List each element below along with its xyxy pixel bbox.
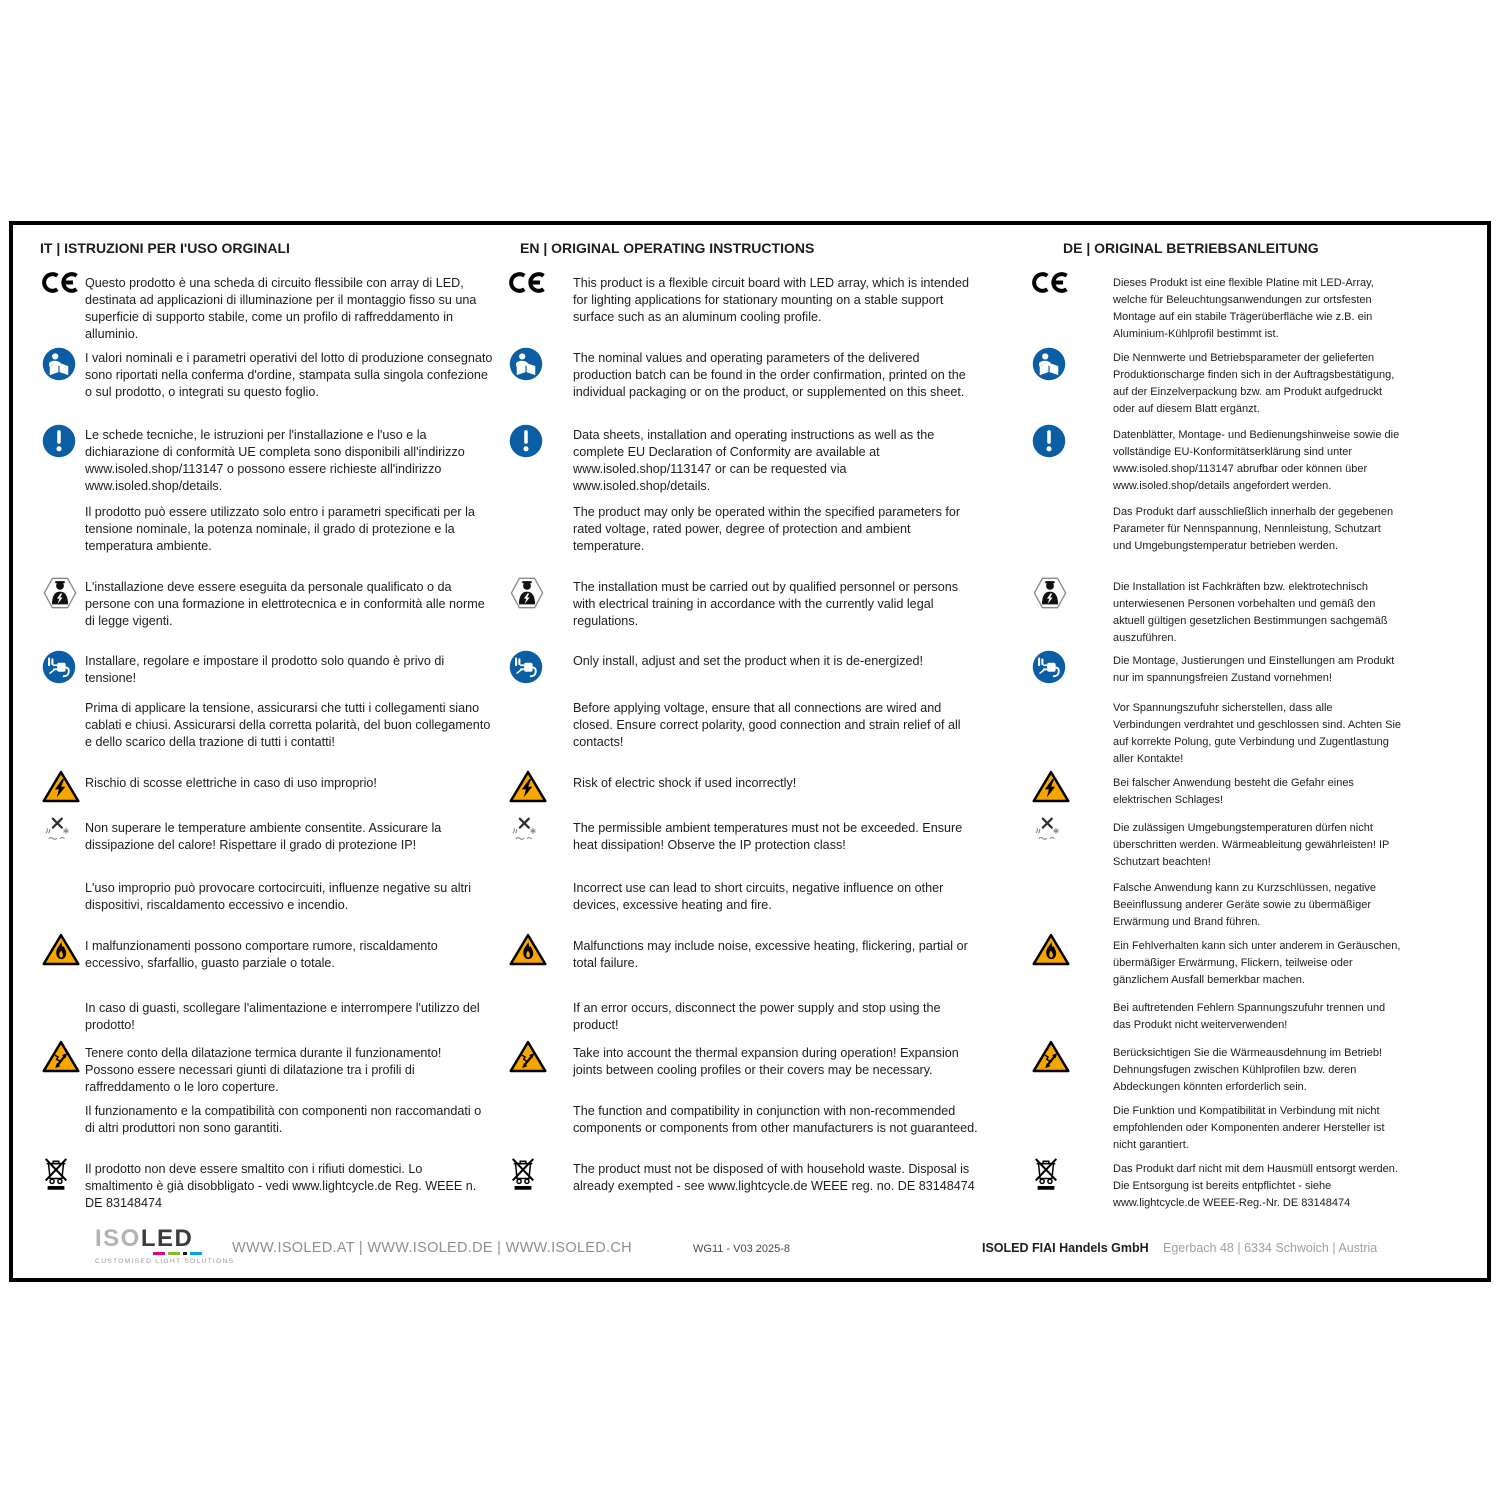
document-version-code: WG11 - V03 2025-8	[693, 1243, 791, 1255]
isoled-logo-wordmark	[95, 1227, 234, 1251]
column-header-de: DE | ORIGINAL BETRIEBSANLEITUNG	[1063, 240, 1319, 256]
paragraph-it: Il prodotto può essere utilizzato solo entro i parametri specificati per la tensione nominale, la potenza nominale, il grado di protezione e la temperatura ambiente.	[85, 505, 475, 553]
electric-shock-warning-icon	[42, 770, 80, 804]
paragraph-de: Bei falscher Anwendung besteht die Gefahr eines elektrischen Schlages!	[1113, 777, 1354, 806]
paragraph-it: I malfunzionamenti possono comportare rumore, riscaldamento eccessivo, sfarfallio, guasto parziale o totale.	[85, 939, 438, 970]
paragraph-de: Vor Spannungszufuhr sicherstellen, dass alle Verbindungen verdrahtet und geschlossen sind. Achten Sie auf korrekte Polung, gute Verbindung und Zugentlastung aller Kontakte!	[1113, 702, 1402, 765]
paragraph-en: The nominal values and operating parameters of the delivered production batch can be found in the order confirmation, printed on the individual packaging or on the product, or supplemented on this sheet.	[573, 351, 966, 399]
qualified-electrician-icon	[42, 575, 78, 611]
paragraph-de: Die Installation ist Fachkräften bzw. elektrotechnisch unterwiesenen Personen vorbehalten und gemäß den aktuell gültigen gesetzlichen Bestimmungen sachgemäß auszuführen.	[1113, 581, 1388, 644]
paragraph-de: Die zulässigen Umgebungstemperaturen dürfen nicht überschritten werden. Wärmeableitung gewährleisten! IP Schutzart beachten!	[1113, 822, 1390, 868]
paragraph-en: The permissible ambient temperatures must not be exceeded. Ensure heat dissipation! Observe the IP protection class!	[573, 821, 963, 852]
column-header-it: IT | ISTRUZIONI PER I'USO ORGINALI	[40, 240, 290, 256]
paragraph-it: Il prodotto non deve essere smaltito con i rifiuti domestici. Lo smaltimento è già disobbligato - vedi www.lightcycle.de Reg. WEEE n. DE 83148474	[85, 1162, 477, 1210]
company-name: ISOLED FIAI Handels GmbH	[982, 1241, 1149, 1255]
weee-disposal-icon	[509, 1152, 537, 1192]
read-instructions-icon	[509, 347, 543, 381]
fire-warning-icon	[1032, 933, 1070, 967]
isoled-logo	[95, 1227, 234, 1265]
logo-iso-text: ISO	[95, 1225, 141, 1252]
paragraph-it: Rischio di scosse elettriche in caso di uso improprio!	[85, 776, 377, 790]
paragraph-de: Das Produkt darf ausschließlich innerhalb der gegebenen Parameter für Nennspannung, Nennleistung, Schutzart und Umgebungstemperatur betrieben werden.	[1113, 506, 1394, 552]
disconnect-power-icon	[1032, 650, 1066, 684]
mandatory-attention-icon	[42, 424, 76, 458]
logo-color-bars	[153, 1252, 234, 1255]
paragraph-en: Before applying voltage, ensure that all connections are wired and closed. Ensure correct polarity, good connection and strain relief of all contacts!	[573, 701, 961, 749]
paragraph-en: The installation must be carried out by qualified personnel or persons with electrical training in accordance with the currently valid legal regulations.	[573, 580, 959, 628]
paragraph-de: Datenblätter, Montage- und Bedienungshinweise sowie die vollständige EU-Konformitätserklärung sind unter www.isoled.shop/113147 abrufbar oder können über www.isoled.shop/details angefordert werden.	[1113, 429, 1400, 492]
paragraph-it: Le schede tecniche, le istruzioni per l'installazione e l'uso e la dichiarazione di conformità UE completa sono disponibili all'indirizzo www.isoled.shop/113147 o possono essere richieste all'indirizzo www.isoled.shop/details.	[85, 428, 465, 493]
weee-disposal-icon	[42, 1152, 70, 1192]
paragraph-de: Falsche Anwendung kann zu Kurzschlüssen, negative Beeinflussung anderer Geräte sowie zu übermäßiger Erwärmung und Brand führen.	[1113, 882, 1376, 928]
footer-websites: WWW.ISOLED.AT | WWW.ISOLED.DE | WWW.ISOLED.CH	[232, 1240, 632, 1256]
qualified-electrician-icon	[509, 575, 545, 611]
thermal-expansion-warning-icon	[42, 1040, 80, 1074]
electric-shock-warning-icon	[509, 770, 547, 804]
weee-disposal-icon	[1032, 1152, 1060, 1192]
paragraph-en: Malfunctions may include noise, excessive heating, flickering, partial or total failure.	[573, 939, 968, 970]
thermal-expansion-warning-icon	[1032, 1040, 1070, 1074]
company-address: Egerbach 48 | 6334 Schwoich | Austria	[1163, 1241, 1378, 1255]
paragraph-en: Incorrect use can lead to short circuits, negative influence on other devices, excessive heating and fire.	[573, 881, 944, 912]
paragraph-en: Take into account the thermal expansion during operation! Expansion joints between cooling profiles or their covers may be necessary.	[573, 1046, 959, 1077]
read-instructions-icon	[1032, 347, 1066, 381]
qualified-electrician-icon	[1032, 575, 1068, 611]
paragraph-it: In caso di guasti, scollegare l'alimentazione e interrompere l'utilizzo del prodotto!	[85, 1001, 480, 1032]
ambient-temperature-icon	[42, 816, 74, 843]
paragraph-de: Ein Fehlverhalten kann sich unter anderem in Geräuschen, übermäßiger Erwärmung, Flickern, teilweise oder gänzlichem Ausfall bemerkbar machen.	[1113, 940, 1401, 986]
electric-shock-warning-icon	[1032, 770, 1070, 804]
paragraph-it: Tenere conto della dilatazione termica durante il funzionamento! Possono essere necessari giunti di dilatazione tra i profili di raffreddamento o le loro coperture.	[85, 1046, 442, 1094]
paragraph-en: This product is a flexible circuit board with LED array, which is intended for lighting applications for stationary mounting on a stable support surface such as an aluminum cooling profile.	[573, 276, 969, 324]
fire-warning-icon	[42, 933, 80, 967]
paragraph-it: Installare, regolare e impostare il prodotto solo quando è privo di tensione!	[85, 654, 445, 685]
paragraph-it: Prima di applicare la tensione, assicurarsi che tutti i collegamenti siano cablati e chiusi. Assicurarsi della corretta polarità, del buon collegamento e dello scarico della trazione di tutti i contatti!	[85, 701, 491, 749]
paragraph-en: The function and compatibility in conjunction with non-recommended components or components from other manufacturers is not guaranteed.	[573, 1104, 978, 1135]
thermal-expansion-warning-icon	[509, 1040, 547, 1074]
mandatory-attention-icon	[509, 424, 543, 458]
paragraph-de: Die Nennwerte und Betriebsparameter der gelieferten Produktionscharge finden sich in der Auftragsbestätigung, auf der Einzelverpackung bzw. am Produkt aufgedruckt oder auf diesem Blatt ergänzt.	[1113, 352, 1395, 415]
paragraph-it: L'uso improprio può provocare cortocircuiti, influenze negative su altri dispositivi, riscaldamento eccessivo e incendio.	[85, 881, 472, 912]
logo-tagline: CUSTOMISED LIGHT SOLUTIONS	[95, 1258, 235, 1265]
paragraph-it: Non superare le temperature ambiente consentite. Assicurare la dissipazione del calore! Rispettare il grado di protezione IP!	[85, 821, 442, 852]
paragraph-it: I valori nominali e i parametri operativi del lotto di produzione consegnato sono riportati nella conferma d'ordine, stampata sulla singola confezione o sul prodotto, o integrati su questo foglio.	[85, 351, 493, 399]
paragraph-de: Dieses Produkt ist eine flexible Platine mit LED-Array, welche für Beleuchtungsanwendungen zur ortsfesten Montage auf ein stabile Trägerüberfläche wie z.B. ein Aluminium-Kühlprofil bestimmt ist.	[1113, 277, 1374, 340]
logo-led-text: LED	[140, 1225, 194, 1252]
paragraph-de: Die Montage, Justierungen und Einstellungen am Produkt nur im spannungsfreien Zustand vornehmen!	[1113, 655, 1395, 684]
paragraph-en: Risk of electric shock if used incorrectly!	[573, 776, 797, 790]
disconnect-power-icon	[509, 650, 543, 684]
paragraph-de: Die Funktion und Kompatibilität in Verbindung mit nicht empfohlenden oder Komponenten anderer Hersteller ist nicht garantiert.	[1113, 1105, 1385, 1151]
ambient-temperature-icon	[1032, 816, 1064, 843]
disconnect-power-icon	[42, 650, 76, 684]
ce-mark-icon	[1032, 272, 1072, 293]
paragraph-en: Data sheets, installation and operating instructions as well as the complete EU Declaration of Conformity are available at www.isoled.shop/113147 or can be requested via www.isoled.shop/details.	[573, 428, 935, 493]
paragraph-it: Questo prodotto è una scheda di circuito flessibile con array di LED, destinata ad applicazioni di illuminazione per il montaggio fisso su una superficie di supporto stabile, come un profilo di raffreddamento in alluminio.	[85, 276, 477, 341]
paragraph-de: Berücksichtigen Sie die Wärmeausdehnung im Betrieb! Dehnungsfugen zwischen Kühlprofilen bzw. deren Abdeckungen könnten erforderlich sein.	[1113, 1047, 1383, 1093]
column-header-en: EN | ORIGINAL OPERATING INSTRUCTIONS	[520, 240, 815, 256]
ce-mark-icon	[509, 272, 549, 293]
paragraph-it: Il funzionamento e la compatibilità con componenti non raccomandati o di altri produttori non sono garantiti.	[85, 1104, 482, 1135]
paragraph-en: The product may only be operated within the specified parameters for rated voltage, rated power, degree of protection and ambient temperature.	[573, 505, 961, 553]
mandatory-attention-icon	[1032, 424, 1066, 458]
paragraph-de: Das Produkt darf nicht mit dem Hausmüll entsorgt werden. Die Entsorgung ist bereits entpflichtet - siehe www.lightcycle.de WEEE-Reg.-Nr. DE 83148474	[1113, 1163, 1398, 1209]
paragraph-en: The product must not be disposed of with household waste. Disposal is already exempted - see www.lightcycle.de WEEE reg. no. DE 83148474	[573, 1162, 975, 1193]
paragraph-en: Only install, adjust and set the product when it is de-energized!	[573, 654, 924, 668]
paragraph-it: L'installazione deve essere eseguita da personale qualificato o da persone con una formazione in elettrotecnica e in conformità alle norme di legge vigenti.	[85, 580, 485, 628]
ce-mark-icon	[42, 272, 82, 293]
paragraph-de: Bei auftretenden Fehlern Spannungszufuhr trennen und das Produkt nicht weiterverwenden!	[1113, 1002, 1386, 1031]
read-instructions-icon	[42, 347, 76, 381]
ambient-temperature-icon	[509, 816, 541, 843]
paragraph-en: If an error occurs, disconnect the power supply and stop using the product!	[573, 1001, 941, 1032]
fire-warning-icon	[509, 933, 547, 967]
